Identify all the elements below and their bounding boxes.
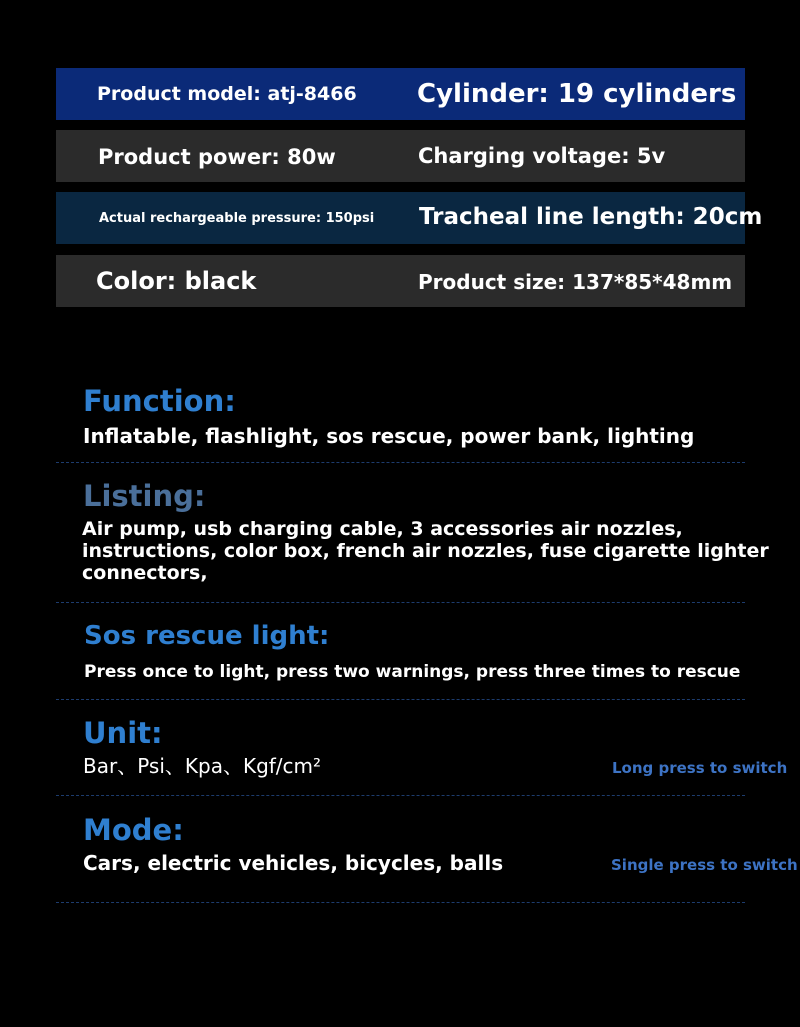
product-power-text: Product power: 80w: [98, 145, 336, 169]
charging-voltage-text: Charging voltage: 5v: [418, 144, 666, 168]
listing-heading: Listing:: [83, 479, 206, 513]
divider-sos: [56, 699, 745, 700]
product-model-text: Product model: atj-8466: [97, 83, 357, 105]
unit-body: Bar、Psi、Kpa、Kgf/cm²: [83, 754, 322, 778]
mode-body: Cars, electric vehicles, bicycles, balls: [83, 851, 504, 875]
spec-row-color: [56, 255, 745, 307]
divider-listing: [56, 602, 745, 603]
unit-heading: Unit:: [83, 716, 163, 750]
divider-function: [56, 462, 745, 463]
listing-line-2: instructions, color box, french air nozzles, fuse cigarette lighter: [82, 540, 769, 562]
pressure-text: Actual rechargeable pressure: 150psi: [99, 211, 375, 226]
sos-body: Press once to light, press two warnings, press three times to rescue: [84, 662, 741, 682]
product-size-text: Product size: 137*85*48mm: [418, 270, 733, 294]
mode-hint: Single press to switch: [611, 856, 798, 874]
sos-heading: Sos rescue light:: [84, 621, 330, 651]
listing-line-1: Air pump, usb charging cable, 3 accessories air nozzles,: [82, 518, 683, 540]
function-heading: Function:: [83, 384, 236, 418]
divider-unit: [56, 795, 745, 796]
unit-hint: Long press to switch: [612, 759, 788, 777]
color-text: Color: black: [96, 267, 257, 295]
function-body: Inflatable, flashlight, sos rescue, power bank, lighting: [83, 424, 695, 448]
mode-heading: Mode:: [83, 813, 184, 847]
spec-row-pressure: [56, 192, 763, 244]
listing-line-3: connectors,: [82, 562, 208, 584]
divider-mode: [56, 902, 745, 903]
cylinder-text: Cylinder: 19 cylinders: [417, 79, 737, 109]
tracheal-length-text: Tracheal line length: 20cm: [419, 204, 763, 230]
spec-row-power: [56, 130, 745, 182]
spec-row-model: [56, 68, 745, 120]
